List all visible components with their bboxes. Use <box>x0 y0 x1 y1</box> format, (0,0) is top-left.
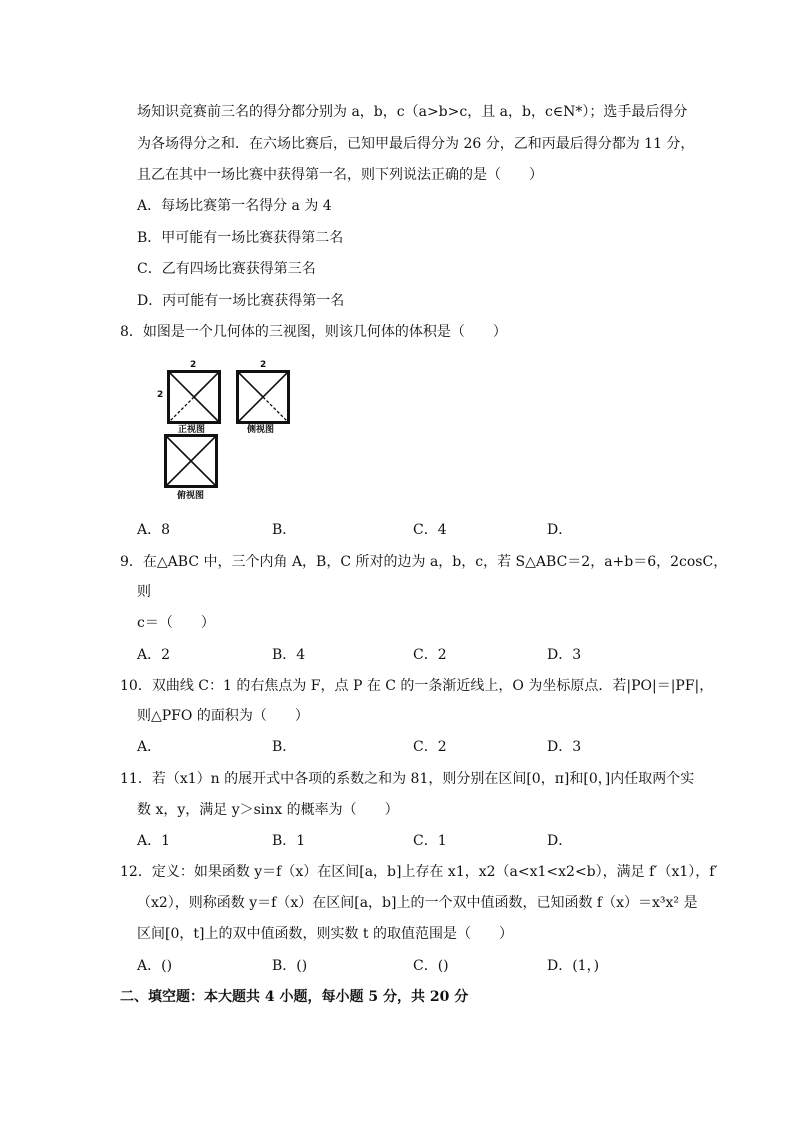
q9-stem-line2: 则 <box>137 584 151 600</box>
q11-option-d: D． <box>547 833 573 849</box>
side-view-caption: 侧视图 <box>247 425 275 435</box>
q7-option-a: A．每场比赛第一名得分 a 为 4 <box>137 198 332 214</box>
q7-stem-line2: 为各场得分之和．在六场比赛后，已知甲最后得分为 26 分，乙和丙最后得分都为 11 分， <box>137 136 695 152</box>
side-view-drawing <box>236 370 290 424</box>
q8-stem: 8．如图是一个几何体的三视图，则该几何体的体积是（ ） <box>120 324 507 340</box>
q12-option-b: B．() <box>272 958 308 974</box>
q7-option-c: C．乙有四场比赛获得第三名 <box>137 261 316 277</box>
q8-option-c: C．4 <box>413 522 447 538</box>
q11-option-a: A．1 <box>137 833 171 849</box>
q9-stem: 9．在△ABC 中，三个内角 A，B，C 所对的边为 a，b，c，若 S△ABC＝2，a+b＝6，2cosC， <box>120 554 728 570</box>
q10-option-c: C．2 <box>413 739 447 755</box>
top-view-caption: 俯视图 <box>177 491 205 501</box>
q12-stem-line3: 区间[0，t]上的双中值函数，则实数 t 的取值范围是（ ） <box>137 926 513 942</box>
q9-option-b: B．4 <box>272 647 306 663</box>
top-view-drawing <box>164 434 218 488</box>
front-view-drawing <box>167 370 221 424</box>
q12-option-d: D．(1，) <box>547 958 600 974</box>
front-view-caption: 正视图 <box>178 425 206 435</box>
q7-stem-line3: 且乙在其中一场比赛中获得第一名，则下列说法正确的是（ ） <box>137 167 543 183</box>
front-view-height-label: 2 <box>157 390 164 400</box>
q8-option-a: A．8 <box>137 522 171 538</box>
q10-option-d: D．3 <box>547 739 582 755</box>
q11-option-c: C．1 <box>413 833 447 849</box>
q11-option-b: B．1 <box>272 833 306 849</box>
q10-stem: 10．双曲线 C：1 的右焦点为 F，点 P 在 C 的一条渐近线上，O 为坐标原点．若|PO|＝|PF|， <box>120 678 714 694</box>
q9-option-a: A．2 <box>137 647 171 663</box>
q8-option-d: D． <box>547 522 573 538</box>
q7-stem-line1: 场知识竞赛前三名的得分都分别为 a，b，c（a>b>c，且 a，b，c∈N*）；选手最后得分 <box>137 104 688 120</box>
q7-option-b: B．甲可能有一场比赛获得第二名 <box>137 230 344 246</box>
q10-stem-line2: 则△PFO 的面积为（ ） <box>137 708 309 724</box>
side-view-width-label: 2 <box>260 360 267 370</box>
three-view-figure <box>150 358 290 503</box>
q12-option-a: A．() <box>137 958 173 974</box>
section-heading: 二、填空题：本大题共 4 小题，每小题 5 分，共 20 分 <box>120 989 469 1005</box>
q9-option-d: D．3 <box>547 647 582 663</box>
q9-stem-line3: c＝（ ） <box>137 615 215 631</box>
q9-option-c: C．2 <box>413 647 447 663</box>
front-view-width-label: 2 <box>190 360 197 370</box>
q10-option-b: B． <box>272 739 297 755</box>
q11-stem-line2: 数 x，y，满足 y＞sinx 的概率为（ ） <box>137 802 399 818</box>
q8-option-b: B． <box>272 522 297 538</box>
q12-stem: 12．定义：如果函数 y＝f（x）在区间[a，b]上存在 x1，x2（a<x1<x2<b），满足 f′（x1），f′ <box>120 864 718 880</box>
q12-stem-line2: （x2），则称函数 y＝f（x）在区间[a，b]上的一个双中值函数，已知函数 f（x）＝x³x² 是 <box>137 895 698 911</box>
q10-option-a: A． <box>137 739 162 755</box>
q12-option-c: C．() <box>413 958 449 974</box>
q11-stem: 11．若（x1）n 的展开式中各项的系数之和为 81，则分别在区间[0，π]和[0，]内任取两个实 <box>120 771 695 787</box>
q7-option-d: D．丙可能有一场比赛获得第一名 <box>137 293 345 309</box>
